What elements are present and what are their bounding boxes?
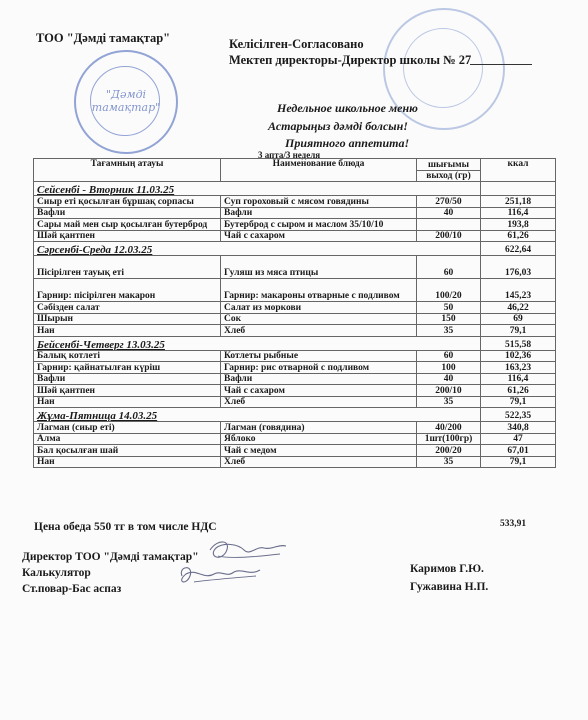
day-header-row [34, 242, 556, 256]
dish-name-kz: Балық котлеті [34, 350, 221, 362]
dish-kcal: 251,18 [481, 196, 556, 208]
dish-output: 150 [417, 313, 481, 325]
dish-name-kz: Нан [34, 456, 221, 468]
table-row [34, 456, 556, 468]
day-name: Сейсенбі - Вторник 11.03.25 [34, 182, 481, 196]
dish-name-ru: Лагман (говядина) [221, 422, 417, 434]
dish-kcal: 61,26 [481, 230, 556, 242]
dish-name-kz: Лагман (сиыр еті) [34, 422, 221, 434]
dish-name-ru: Чай с сахаром [221, 385, 417, 397]
dish-name-kz: Вафли [34, 373, 221, 385]
dish-name-ru: Хлеб [221, 396, 417, 408]
table-header-row [34, 159, 556, 171]
dish-name-ru: Хлеб [221, 456, 417, 468]
dish-kcal: 69 [481, 313, 556, 325]
dish-output: 100/20 [417, 279, 481, 302]
dish-kcal: 176,03 [481, 256, 556, 279]
dish-name-kz: Шырын [34, 313, 221, 325]
previous-day-total: 522,35 [481, 408, 556, 422]
calculator-label: Калькулятор [22, 567, 91, 579]
previous-day-total [481, 182, 556, 196]
dish-kcal: 340,8 [481, 422, 556, 434]
dish-name-kz: Шәй қантпен [34, 385, 221, 397]
table-row [34, 385, 556, 397]
table-row [34, 313, 556, 325]
dish-name-ru: Гуляш из мяса птицы [221, 256, 417, 279]
handwritten-signatures [160, 536, 310, 596]
dish-name-ru: Бутерброд с сыром и маслом 35/10/10 [221, 219, 417, 231]
dish-kcal: 46,22 [481, 302, 556, 314]
dish-name-ru: Яблоко [221, 433, 417, 445]
price-line: Цена обеда 550 тг в том числе НДС [34, 521, 217, 533]
dish-name-ru: Гарнир: рис отварной с подливом [221, 362, 417, 374]
director-label: Директор ТОО "Дәмді тамақтар" [22, 551, 199, 563]
dish-output: 200/10 [417, 230, 481, 242]
table-row [34, 445, 556, 457]
dish-kcal: 79,1 [481, 396, 556, 408]
stamp-label: "Дәмді тамақтар" [91, 88, 161, 114]
dish-name-ru: Вафли [221, 373, 417, 385]
dish-name-ru: Хлеб [221, 325, 417, 337]
dish-name-kz: Сәбізден салат [34, 302, 221, 314]
dish-kcal: 47 [481, 433, 556, 445]
header-output-top: шығымы [417, 159, 481, 171]
table-row [34, 350, 556, 362]
menu-title: Недельное школьное меню [277, 101, 418, 115]
header-output-bottom: выход (гр) [417, 170, 481, 182]
table-row [34, 373, 556, 385]
dish-output: 50 [417, 302, 481, 314]
dish-output: 270/50 [417, 196, 481, 208]
dish-name-ru: Чай с медом [221, 445, 417, 457]
dish-name-kz: Пісірілген тауық еті [34, 256, 221, 279]
dish-output: 35 [417, 325, 481, 337]
dish-output: 40/200 [417, 422, 481, 434]
table-row [34, 230, 556, 242]
dish-name-kz: Сиыр еті қосылған бұршақ сорпасы [34, 196, 221, 208]
dish-name-kz: Шәй қантпен [34, 230, 221, 242]
header-kz: Тағамның атауы [34, 159, 221, 182]
approval-subtitle: Мектеп директоры-Директор школы № 27 [229, 53, 472, 67]
company-stamp [74, 50, 178, 154]
dish-kcal: 145,23 [481, 279, 556, 302]
dish-kcal: 116,4 [481, 207, 556, 219]
dish-output: 200/10 [417, 385, 481, 397]
organization-name: ТОО "Дәмді тамақтар" [36, 31, 171, 45]
menu-greeting-kz: Астарыңыз дәмді болсын! [268, 119, 408, 133]
dish-output: 35 [417, 456, 481, 468]
day-header-row [34, 336, 556, 350]
director-name: Каримов Г.Ю. [410, 563, 484, 575]
dish-output: 40 [417, 373, 481, 385]
table-row [34, 196, 556, 208]
cook-label: Ст.повар-Бас аспаз [22, 583, 122, 595]
dish-name-ru: Чай с сахаром [221, 230, 417, 242]
table-row [34, 256, 556, 279]
table-row [34, 325, 556, 337]
dish-output: 35 [417, 396, 481, 408]
dish-output: 60 [417, 350, 481, 362]
table-row [34, 362, 556, 374]
dish-kcal: 61,26 [481, 385, 556, 397]
dish-name-ru: Сок [221, 313, 417, 325]
dish-kcal: 163,23 [481, 362, 556, 374]
approval-signature-line [470, 64, 532, 65]
dish-name-kz: Нан [34, 325, 221, 337]
menu-greeting-ru: Приятного аппетита! [285, 136, 410, 150]
previous-day-total: 622,64 [481, 242, 556, 256]
dish-kcal: 102,36 [481, 350, 556, 362]
day-name: Жұма-Пятница 14.03.25 [34, 408, 481, 422]
dish-kcal: 116,4 [481, 373, 556, 385]
final-day-total: 533,91 [500, 519, 527, 529]
dish-name-kz: Гарнир: пісірілген макарон [34, 279, 221, 302]
dish-name-kz: Вафли [34, 207, 221, 219]
dish-name-kz: Сары май мен сыр қосылған бутерброд [34, 219, 221, 231]
dish-name-kz: Бал қосылған шай [34, 445, 221, 457]
dish-name-ru: Котлеты рыбные [221, 350, 417, 362]
week-label: 3 апта/3 неделя [258, 150, 321, 160]
dish-name-kz: Алма [34, 433, 221, 445]
dish-name-ru: Гарнир: макароны отварные с подливом [221, 279, 417, 302]
day-name: Бейсенбі-Четверг 13.03.25 [34, 336, 481, 350]
dish-output [417, 219, 481, 231]
previous-day-total: 515,58 [481, 336, 556, 350]
dish-name-kz: Нан [34, 396, 221, 408]
header-ru: Наименование блюда [221, 159, 417, 182]
dish-output: 40 [417, 207, 481, 219]
day-name: Сәрсенбі-Среда 12.03.25 [34, 242, 481, 256]
dish-output: 60 [417, 256, 481, 279]
table-row [34, 207, 556, 219]
dish-name-kz: Гарнир: қайнатылған күріш [34, 362, 221, 374]
table-row [34, 422, 556, 434]
menu-table [33, 158, 556, 468]
table-row [34, 433, 556, 445]
dish-output: 1шт(100гр) [417, 433, 481, 445]
dish-name-ru: Салат из моркови [221, 302, 417, 314]
day-header-row [34, 408, 556, 422]
approval-title: Келісілген-Согласовано [229, 37, 364, 51]
dish-output: 200/20 [417, 445, 481, 457]
dish-name-ru: Суп гороховый с мясом говядины [221, 196, 417, 208]
table-row [34, 396, 556, 408]
cook-name: Гужавина Н.П. [410, 581, 489, 593]
table-row [34, 279, 556, 302]
day-header-row [34, 182, 556, 196]
table-row [34, 302, 556, 314]
dish-kcal: 79,1 [481, 456, 556, 468]
dish-name-ru: Вафли [221, 207, 417, 219]
dish-kcal: 67,01 [481, 445, 556, 457]
header-kcal: ккал [481, 159, 556, 182]
dish-kcal: 193,8 [481, 219, 556, 231]
table-row [34, 219, 556, 231]
dish-kcal: 79,1 [481, 325, 556, 337]
dish-output: 100 [417, 362, 481, 374]
